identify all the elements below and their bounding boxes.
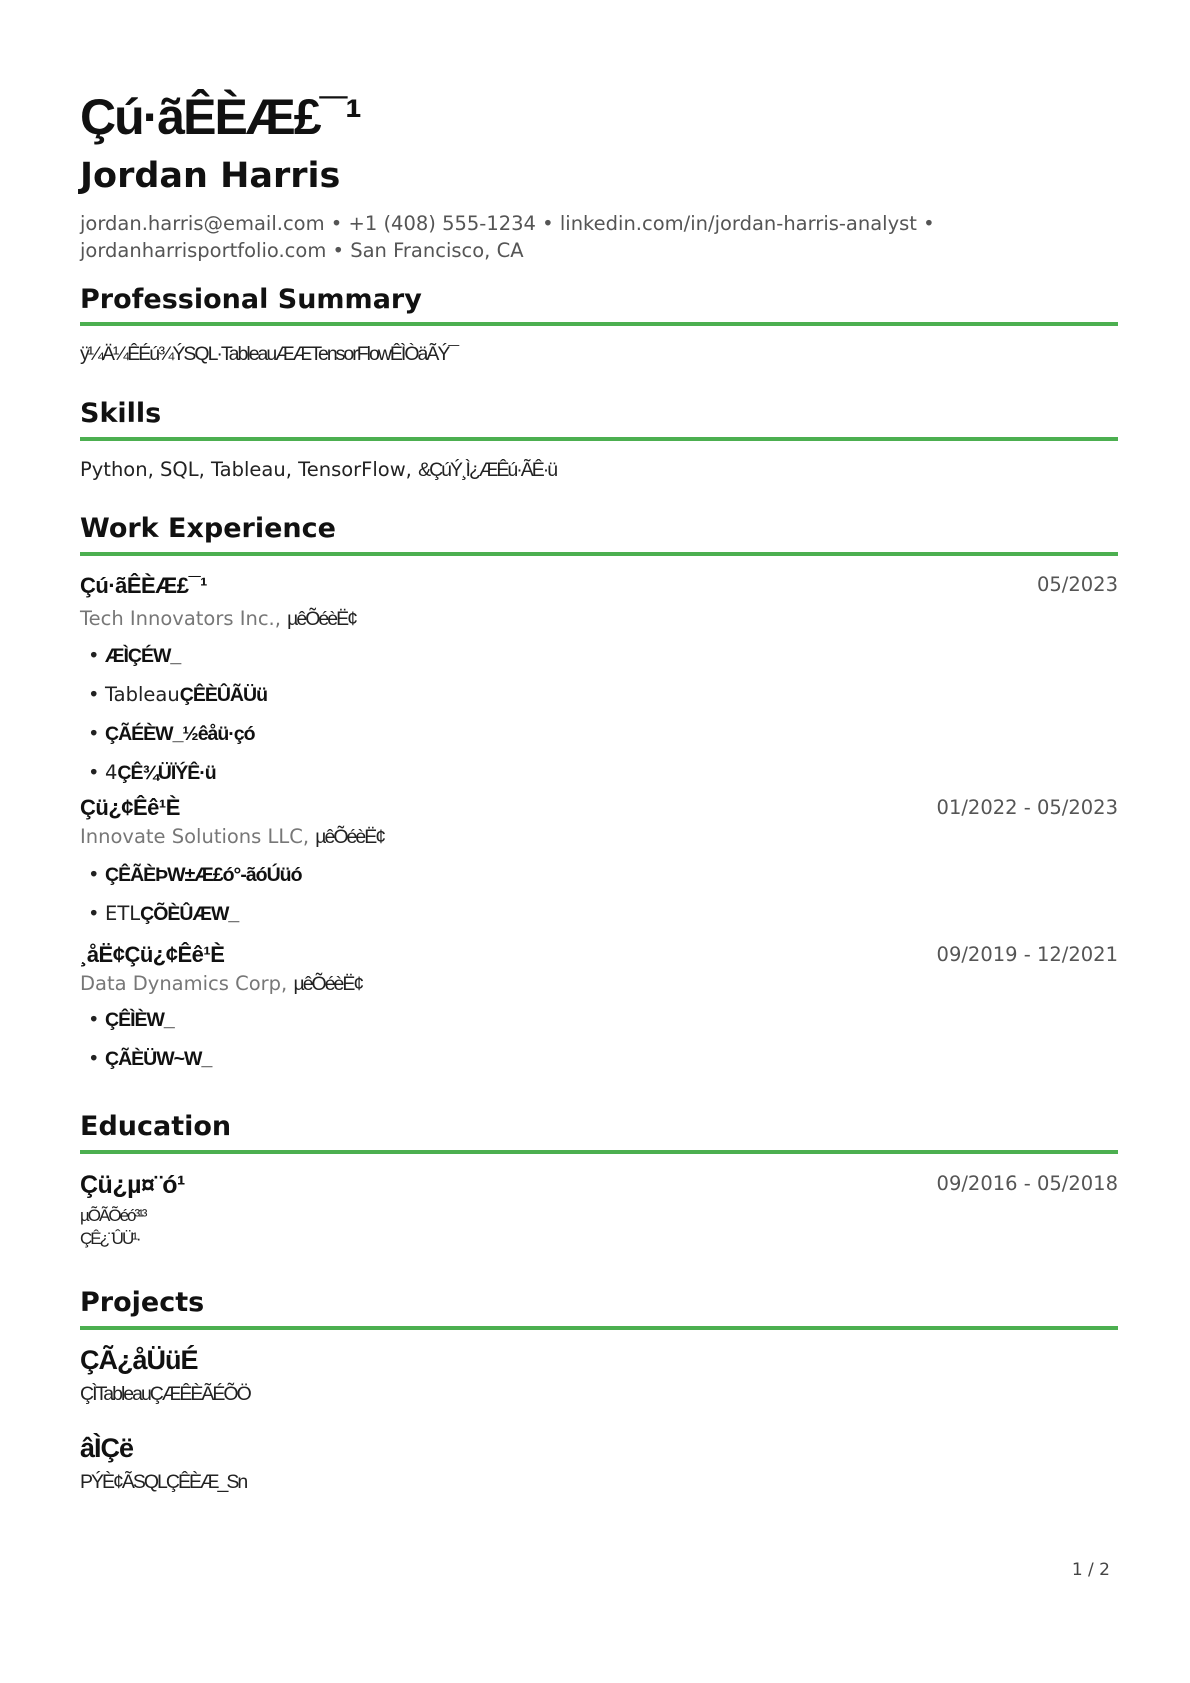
skills-garbled: &ÇúÝ¸Ì¿ÆÊú·ÃÊ·ü bbox=[418, 459, 557, 481]
job-bullets bbox=[80, 1007, 211, 1085]
degree-title: Çü¿µ¤¨ó¹ bbox=[80, 1171, 185, 1199]
skills-plain: Python, SQL, Tableau, TensorFlow, bbox=[80, 458, 419, 481]
job-title: Çú·ãÊÈÆ£¯¹ bbox=[80, 573, 207, 598]
section-title-summary: Professional Summary bbox=[80, 284, 422, 315]
skills-list bbox=[80, 458, 556, 482]
bullet-item: • ETLÇÕÈÛÆW_ bbox=[80, 901, 302, 940]
job-company bbox=[80, 607, 356, 631]
headline: Çú·ãÊÈÆ£¯¹ bbox=[80, 89, 360, 145]
company-location: µêÕéèË¢ bbox=[293, 973, 363, 995]
bullet-item: • ÇÊÌÈW_ bbox=[80, 1007, 211, 1046]
company-location: µêÕéèË¢ bbox=[315, 826, 385, 848]
job-title: ¸åË¢Çü¿¢Êê¹È bbox=[80, 942, 225, 967]
summary-text: ÿ¼Ä¼ÊÉú¾ÝSQL·TableauÆÆTensorFlowÊÌÒäÃÝ¯ bbox=[80, 343, 458, 365]
section-title-education: Education bbox=[80, 1111, 232, 1142]
company-name: Tech Innovators Inc., bbox=[80, 607, 288, 630]
project-description: ÇÌTableauÇÆÊÈÃÉÕÖ bbox=[80, 1383, 250, 1405]
job-date: 05/2023 bbox=[1036, 573, 1118, 596]
company-name: Innovate Solutions LLC, bbox=[80, 825, 316, 848]
job-bullets bbox=[80, 643, 267, 799]
section-divider bbox=[80, 1150, 1118, 1154]
project-title: âÌÇë bbox=[80, 1433, 134, 1463]
bullet-item: • ÆÌÇÉW_ bbox=[80, 643, 267, 682]
project-description: PÝÈ¢ÃSQLÇÊÈÆ_Sn bbox=[80, 1471, 247, 1493]
contact-line: jordan.harris@email.com • +1 (408) 555-1234 • linkedin.com/in/jordan-harris-analyst • jordanharrisportfolio.com • San Francisco, CA bbox=[80, 212, 935, 262]
education-date: 09/2016 - 05/2018 bbox=[936, 1172, 1118, 1195]
bullet-item: • ÇÃÈÜW~W_ bbox=[80, 1046, 211, 1085]
job-date: 09/2019 - 12/2021 bbox=[936, 943, 1118, 966]
section-title-projects: Projects bbox=[80, 1287, 205, 1318]
section-divider bbox=[80, 322, 1118, 326]
job-bullets bbox=[80, 862, 302, 940]
education-detail: ÇÊ¿¨ÛÜ¹· bbox=[80, 1229, 140, 1248]
section-title-skills: Skills bbox=[80, 398, 162, 429]
section-divider bbox=[80, 552, 1118, 556]
page-number: 1 / 2 bbox=[1071, 1560, 1110, 1580]
job-date: 01/2022 - 05/2023 bbox=[936, 796, 1118, 819]
section-divider bbox=[80, 1326, 1118, 1330]
job-company bbox=[80, 972, 362, 996]
bullet-item: • ÇÃÉÈW_½êåü·çó bbox=[80, 721, 267, 760]
bullet-item: • ÇÊÃÈÞW±Æ£ó°-ãóÚüó bbox=[80, 862, 302, 901]
job-company bbox=[80, 825, 384, 849]
company-name: Data Dynamics Corp, bbox=[80, 972, 294, 995]
section-title-experience: Work Experience bbox=[80, 513, 336, 544]
project-title: ÇÃ¿åÜüÉ bbox=[80, 1345, 198, 1375]
candidate-name: Jordan Harris bbox=[80, 156, 341, 196]
education-institution: µÕÃÕéó³¹³ bbox=[80, 1206, 146, 1225]
company-location: µêÕéèË¢ bbox=[287, 608, 356, 630]
bullet-item: • TableauÇÊÈÛÃÜü bbox=[80, 682, 267, 721]
section-divider bbox=[80, 437, 1118, 441]
bullet-item: • 4ÇÊ¾ÜÏÝÊ·ü bbox=[80, 760, 267, 799]
job-title: Çü¿¢Êê¹È bbox=[80, 795, 180, 820]
